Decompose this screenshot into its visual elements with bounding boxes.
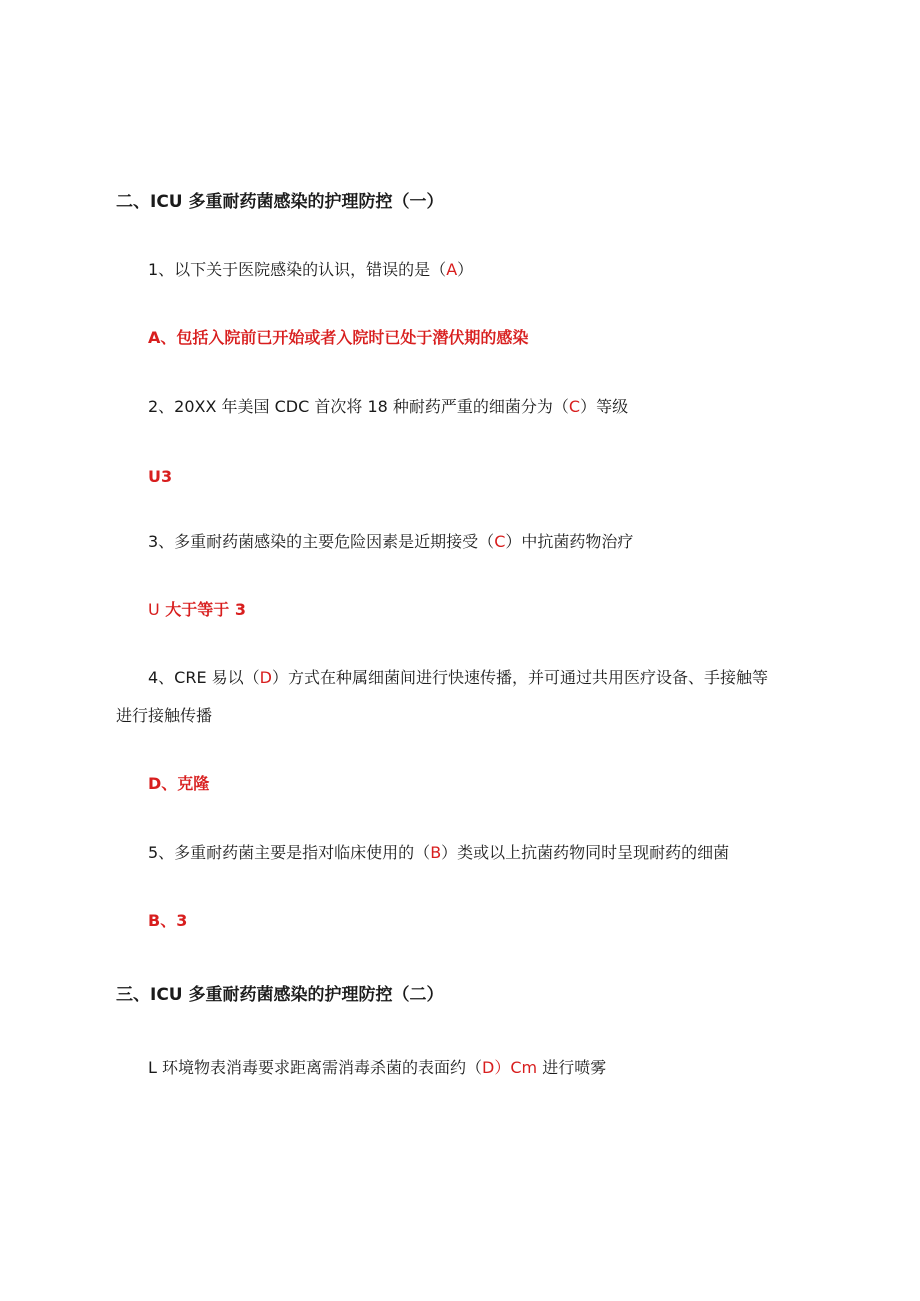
- question-choice: C: [494, 532, 506, 551]
- question-text-end: ）类或以上抗菌药物同时呈现耐药的细菌: [441, 843, 730, 862]
- question-text-end: ）方式在种属细菌间进行快速传播，并可通过共用医疗设备、手接触等: [272, 668, 769, 687]
- question-text-end: ）: [457, 260, 474, 279]
- question-5: [148, 843, 729, 863]
- question-text: 4、CRE 易以（: [148, 668, 260, 687]
- question-paren-close: ）: [494, 1058, 511, 1077]
- question-6: [148, 1058, 606, 1078]
- section-code: ICU: [150, 985, 183, 1005]
- question-choice: A: [446, 260, 458, 279]
- question-1: [148, 260, 473, 280]
- question-text: 1、以下关于医院感染的认识，错误的是（: [148, 260, 447, 279]
- question-unit: Cm: [510, 1058, 538, 1077]
- question-choice: C: [568, 397, 581, 416]
- question-choice: D: [482, 1058, 495, 1077]
- question-text-end: ）中抗菌药物治疗: [505, 532, 634, 551]
- question-text: 3、多重耐药菌感染的主要危险因素是近期接受（: [148, 532, 495, 551]
- section-title: 多重耐药菌感染的护理防控（二）: [182, 985, 444, 1005]
- question-text: 2、20XX 年美国 CDC 首次将 18 种耐药严重的细菌分为（: [148, 397, 569, 416]
- answer-3: [148, 600, 246, 620]
- answer-4: D、克隆: [148, 774, 210, 793]
- question-choice: B: [430, 843, 442, 862]
- section-prefix: 三、: [116, 985, 150, 1005]
- question-choice: D: [259, 668, 272, 687]
- answer-text: 大于等于 3: [159, 600, 246, 619]
- answer-1: A、包括入院前已开始或者入院时已处于潜伏期的感染: [148, 328, 529, 347]
- question-text: L 环境物表消毒要求距离需消毒杀菌的表面约（: [148, 1058, 483, 1077]
- section-heading-2: [116, 192, 444, 212]
- section-heading-3: [116, 985, 444, 1005]
- answer-2: U3: [148, 467, 173, 486]
- question-2: [148, 397, 628, 417]
- answer-5: B、3: [148, 911, 188, 930]
- question-text-end: ）等级: [580, 397, 629, 416]
- answer-prefix: U: [148, 600, 160, 619]
- question-4-continuation: 进行接触传播: [116, 706, 213, 725]
- section-prefix: 二、: [116, 192, 150, 212]
- question-3: [148, 532, 633, 552]
- section-code: ICU: [150, 192, 183, 212]
- question-4: [148, 668, 768, 688]
- section-title: 多重耐药菌感染的护理防控（一）: [182, 192, 444, 212]
- question-text-end: 进行喷雾: [537, 1058, 607, 1077]
- question-text: 5、多重耐药菌主要是指对临床使用的（: [148, 843, 431, 862]
